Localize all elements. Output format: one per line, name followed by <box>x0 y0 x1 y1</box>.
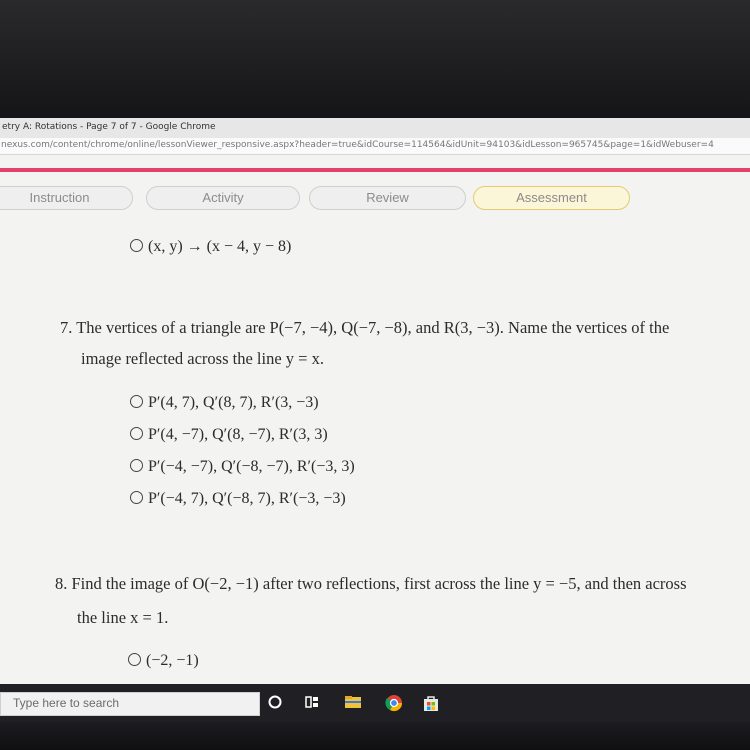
radio-button[interactable] <box>130 239 143 252</box>
task-view-icon[interactable] <box>302 694 322 714</box>
chrome-icon[interactable] <box>383 694 405 714</box>
radio-button[interactable] <box>130 395 143 408</box>
radio-button[interactable] <box>130 427 143 440</box>
question-8-line-2: the line x = 1. <box>77 608 169 627</box>
store-icon[interactable] <box>420 694 442 714</box>
browser-titlebar <box>0 118 750 138</box>
q8-option-a[interactable] <box>128 652 199 670</box>
radio-button[interactable] <box>130 491 143 504</box>
q7-option-a[interactable] <box>130 394 319 412</box>
search-placeholder: Type here to search <box>13 696 120 710</box>
q7-option-d[interactable] <box>130 490 346 508</box>
window-title: etry A: Rotations - Page 7 of 7 - Google Chrome <box>2 122 216 132</box>
tab-assessment-label: Assessment <box>516 190 587 205</box>
question-7-line-1: 7. The vertices of a triangle are P(−7, −4), Q(−7, −8), and R(3, −3). Name the vertices of the <box>60 318 670 337</box>
tab-activity[interactable] <box>146 186 300 210</box>
url-text[interactable]: nexus.com/content/chrome/online/lessonViewer_responsive.aspx?header=true&idCourse=114564&idUnit=94103&idLesson=965745&page=1&idWebuser=4 <box>1 140 714 150</box>
question-8-line-1: 8. Find the image of O(−2, −1) after two reflections, first across the line y = −5, and then across <box>55 574 687 593</box>
previous-answer-option[interactable] <box>130 238 291 256</box>
tab-instruction-label: Instruction <box>29 190 90 205</box>
option-text: (x, y) → (x − 4, y − 8) <box>148 238 292 255</box>
radio-button[interactable] <box>130 459 143 472</box>
taskbar-search-box[interactable] <box>0 692 260 716</box>
q7-option-b[interactable] <box>130 426 328 444</box>
option-text: P′(4, 7), Q′(8, 7), R′(3, −3) <box>148 394 319 411</box>
question-7-line-2: image reflected across the line y = x. <box>81 349 324 368</box>
address-bar[interactable] <box>0 138 750 155</box>
tab-review[interactable] <box>309 186 466 210</box>
file-explorer-icon[interactable] <box>343 694 363 714</box>
option-text: (−2, −1) <box>146 652 199 669</box>
lesson-tabs <box>0 186 750 212</box>
tab-instruction[interactable] <box>0 186 133 210</box>
option-text: P′(−4, −7), Q′(−8, −7), R′(−3, 3) <box>148 458 355 475</box>
option-text: P′(−4, 7), Q′(−8, 7), R′(−3, −3) <box>148 490 346 507</box>
option-text: P′(4, −7), Q′(8, −7), R′(3, 3) <box>148 426 328 443</box>
windows-taskbar <box>0 684 750 722</box>
tab-assessment[interactable] <box>473 186 630 210</box>
q7-option-c[interactable] <box>130 458 355 476</box>
tab-activity-label: Activity <box>202 190 244 205</box>
header-accent-bar <box>0 168 750 172</box>
screen <box>0 118 750 722</box>
cortana-icon[interactable] <box>266 694 284 714</box>
tab-review-label: Review <box>366 190 409 205</box>
monitor-bezel-top <box>0 0 750 118</box>
monitor-bezel-bottom <box>0 722 750 750</box>
radio-button[interactable] <box>128 653 141 666</box>
